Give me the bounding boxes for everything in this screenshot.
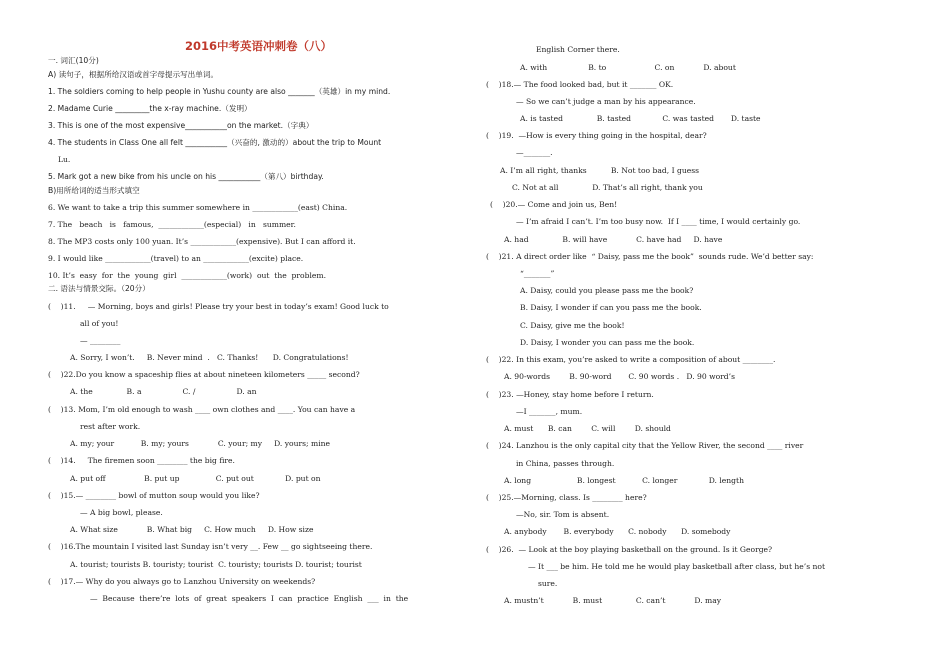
right-text-line: English Corner there. [536,45,620,54]
right-text-line: ( )18.— The food looked bad, but it _______ OK. [486,80,674,89]
right-text-line: ( )21. A direct order like “ Daisy, pass me the book” sounds rude. We’d better say: [486,252,814,261]
right-text-line: A. anybody B. everybody C. nobody D. somebody [504,527,731,536]
right-text-line: sure. [538,579,558,588]
left-text-line: 7. The beach is famous, ____________(especial) in summer. [48,220,296,229]
right-text-line: ( )19. —How is every thing going in the hospital, dear? [486,131,707,140]
left-text-line: A. my; your B. my; yours C. your; my D. yours; mine [70,439,331,448]
left-text-line: ( )13. Mom, I’m old enough to wash ____ own clothes and ____. You can have a [48,405,356,414]
left-text-line: A. Sorry, I won’t. B. Never mind . C. Thanks! D. Congratulations! [70,353,349,362]
left-text-line: — Because there’re lots of great speakers I can practice English ___ in the [90,594,409,603]
right-text-line: —_______. [516,148,553,157]
left-text-line: ( )16.The mountain I visited last Sunday isn’t very __. Few __ go sightseeing there. [48,542,373,551]
left-text-line: ( )11. — Morning, boys and girls! Please try your best in today’s exam! Good luck to [48,302,389,311]
right-text-line: A. I’m all right, thanks B. Not too bad, I guess [500,166,700,175]
right-text-line: ( )25.—Morning, class. Is ________ here? [486,493,647,502]
right-text-line: — So we can’t judge a man by his appearance. [516,97,696,106]
left-text-line: B)用所给词的适当形式填空 [48,186,140,195]
left-text-line: all of you! [80,319,119,328]
left-text-line: Lu. [58,155,71,164]
right-text-line: — I’m afraid I can’t. I’m too busy now. If I ____ time, I would certainly go. [516,217,801,226]
left-text-line: ( )22.Do you know a spaceship flies at about nineteen kilometers _____ second? [48,370,360,379]
right-text-line: C. Not at all D. That’s all right, thank you [512,183,703,192]
right-text-line: ( )20.— Come and join us, Ben! [490,200,618,209]
left-text-line: 9. I would like ____________(travel) to an ____________(excite) place. [48,254,304,263]
left-text-line: 5. Mark got a new bike from his uncle on his ___________（第八）birthday. [48,172,324,181]
left-text-line: ( )15.— ________ bowl of mutton soup would you like? [48,491,260,500]
left-text-line: A. the B. a C. / D. an [70,387,257,396]
left-text-line: 2. Madame Curie _________the x-ray machine.（发明） [48,104,252,113]
right-text-line: C. Daisy, give me the book! [520,321,625,330]
left-text-line: 二. 语法与情景交际。（20分） [48,284,150,293]
right-text-line: “_______” [520,269,555,278]
left-text-line: 4. The students in Class One all felt ___________（兴奋的, 激动的）about the trip to Mount [48,138,382,147]
left-text-line: 10. It’s easy for the young girl ____________(work) out the problem. [48,271,327,280]
right-text-line: A. had B. will have C. have had D. have [504,235,723,244]
right-text-line: —I _______, mum. [516,407,583,416]
right-text-line: ( )22. In this exam, you’re asked to write a composition of about ________. [486,355,776,364]
right-text-line: A. 90-words B. 90-word C. 90 words . D. 90 word’s [504,372,735,381]
right-text-line: A. must B. can C. will D. should [504,424,671,433]
left-text-line: ( )14. The firemen soon ________ the big fire. [48,456,235,465]
left-text-line: — ________ [80,336,121,345]
left-text-line: ( )17.— Why do you always go to Lanzhou University on weekends? [48,577,316,586]
left-text-line: 一. 词汇(10分) [48,56,99,65]
left-text-line: rest after work. [80,422,141,431]
right-text-line: in China, passes through. [516,459,615,468]
right-text-line: — It ___ be him. He told me he would play basketball after class, but he’s not [528,562,826,571]
right-text-line: A. Daisy, could you please pass me the book? [520,286,694,295]
right-text-line: A. long B. longest C. longer D. length [504,476,744,485]
left-text-line: 1. The soldiers coming to help people in Yushu county are also _______（英雄）in my mind. [48,87,391,96]
left-text-line: A. What size B. What big C. How much D. How size [70,525,314,534]
right-text-line: ( )23. —Honey, stay home before I return. [486,390,654,399]
page-title: 2016中考英语冲刺卷（八） [185,39,333,53]
left-text-line: A. tourist; tourists B. touristy; tourist C. touristy; tourists D. tourist; tourist [70,560,362,569]
right-text-line: A. mustn’t B. must C. can’t D. may [504,596,722,605]
right-text-line: A. with B. to C. on D. about [520,63,736,72]
right-text-line: B. Daisy, I wonder if can you pass me the book. [520,303,702,312]
left-text-line: — A big bowl, please. [80,508,163,517]
left-text-line: A. put off B. put up C. put out D. put on [70,474,321,483]
right-text-line: —No, sir. Tom is absent. [516,510,610,519]
left-text-line: A) 读句子，根据所给汉语或首字母提示写出单词。 [48,70,219,79]
right-text-line: ( )26. — Look at the boy playing basketball on the ground. Is it George? [486,545,773,554]
left-text-line: 6. We want to take a trip this summer somewhere in ____________(east) China. [48,203,348,212]
left-text-line: 8. The MP3 costs only 100 yuan. It’s ____________(expensive). But I can afford it. [48,237,356,246]
right-text-line: ( )24. Lanzhou is the only capital city that the Yellow River, the second ____ river [486,441,804,450]
left-text-line: 3. This is one of the most expensive___________on the market.（字典） [48,121,314,130]
right-text-line: D. Daisy, I wonder you can pass me the book. [520,338,695,347]
right-text-line: A. is tasted B. tasted C. was tasted D. taste [520,114,761,123]
